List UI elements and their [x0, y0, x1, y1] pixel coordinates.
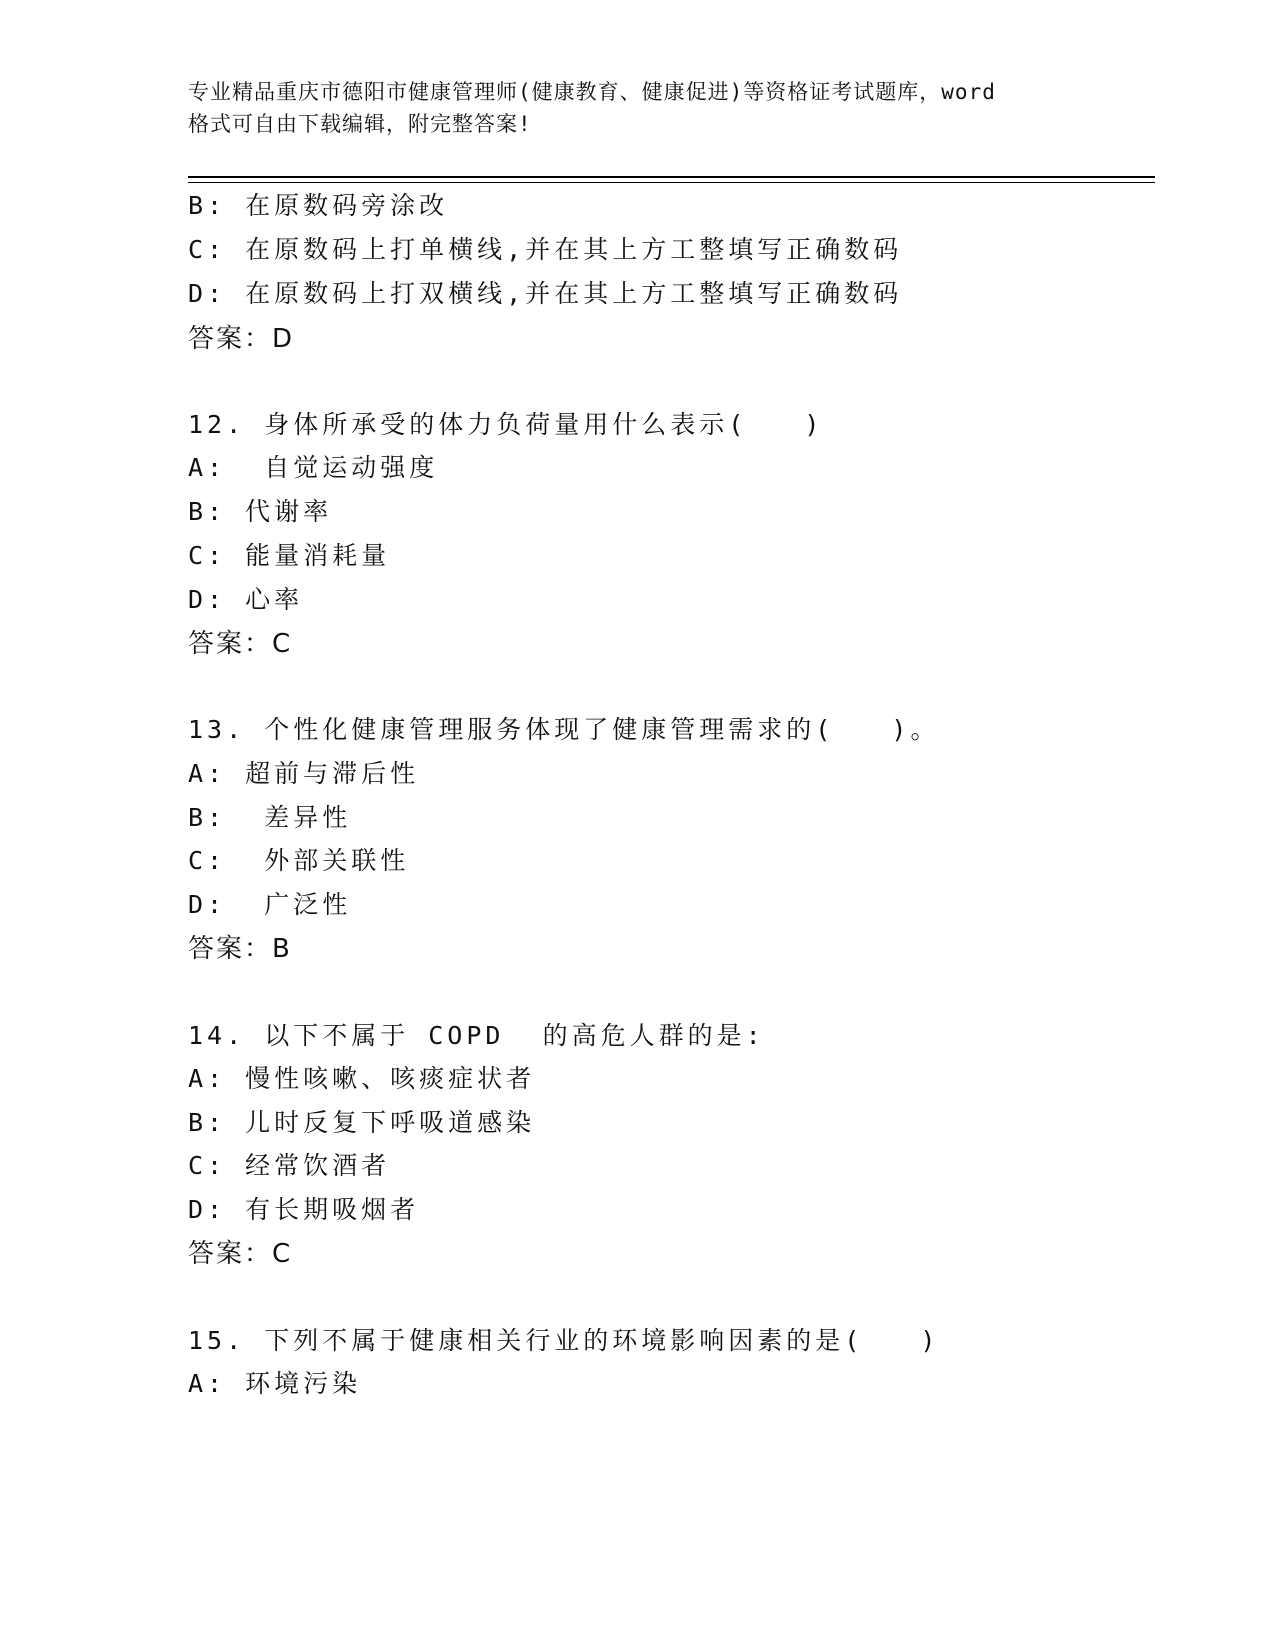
q13-answer: 答案：B	[188, 934, 292, 964]
q12-option-c: C: 能量消耗量	[188, 541, 391, 570]
q15-option-a: A: 环境污染	[188, 1369, 362, 1398]
q14-option-c: C: 经常饮酒者	[188, 1151, 391, 1180]
q14-option-a: A: 慢性咳嗽、咳痰症状者	[188, 1064, 536, 1093]
q14-option-d: D: 有长期吸烟者	[188, 1195, 420, 1224]
q15-question: 15. 下列不属于健康相关行业的环境影响因素的是( )	[188, 1326, 940, 1355]
q11-option-c: C: 在原数码上打单横线,并在其上方工整填写正确数码	[188, 235, 903, 264]
q11-option-b: B: 在原数码旁涂改	[188, 191, 449, 220]
header-line-2: 格式可自由下载编辑，附完整答案!	[188, 112, 532, 136]
q13-option-d: D: 广泛性	[188, 890, 352, 919]
header-divider-thin	[188, 182, 1155, 183]
document-header	[188, 76, 1088, 140]
q13-option-a: A: 超前与滞后性	[188, 759, 420, 788]
q13-option-c: C: 外部关联性	[188, 846, 410, 875]
q14-question: 14. 以下不属于 COPD 的高危人群的是:	[188, 1021, 765, 1050]
q12-question: 12. 身体所承受的体力负荷量用什么表示( )	[188, 410, 824, 439]
q12-option-a: A: 自觉运动强度	[188, 453, 439, 482]
q12-answer: 答案：C	[188, 629, 293, 659]
q13-option-b: B: 差异性	[188, 803, 352, 832]
header-divider-thick	[188, 176, 1155, 178]
q14-answer: 答案：C	[188, 1239, 293, 1269]
q11-option-d: D: 在原数码上打双横线,并在其上方工整填写正确数码	[188, 279, 903, 308]
q12-option-d: D: 心率	[188, 585, 304, 614]
q13-question: 13. 个性化健康管理服务体现了健康管理需求的( )。	[188, 715, 940, 744]
header-line-1: 专业精品重庆市德阳市健康管理师(健康教育、健康促进)等资格证考试题库，word	[188, 80, 996, 104]
q11-answer: 答案：D	[188, 324, 295, 354]
q12-option-b: B: 代谢率	[188, 497, 333, 526]
q14-option-b: B: 儿时反复下呼吸道感染	[188, 1108, 536, 1137]
